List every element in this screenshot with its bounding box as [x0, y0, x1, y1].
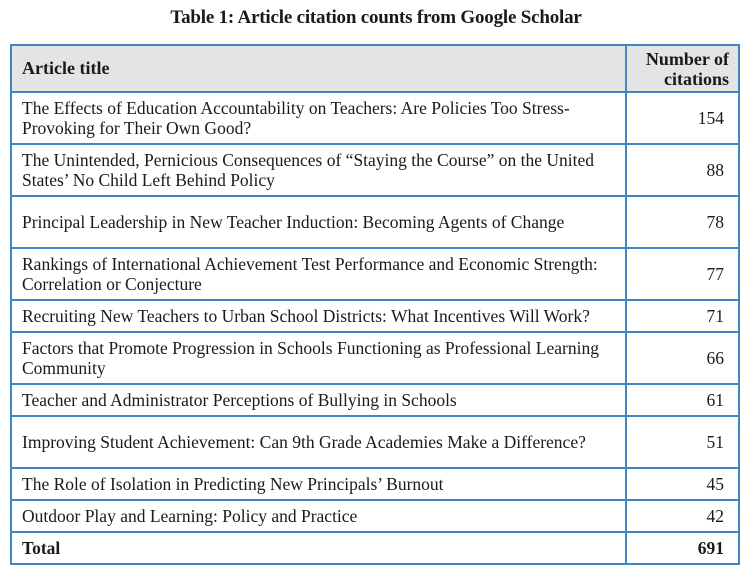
table-row	[11, 144, 739, 196]
article-title-cell: The Unintended, Pernicious Consequences of “Staying the Course” on the United States’ No Child Left Behind Policy	[11, 144, 626, 196]
citation-count-cell: 61	[626, 384, 739, 416]
article-title-cell: Factors that Promote Progression in Schools Functioning as Professional Learning Community	[11, 332, 626, 384]
table-row	[11, 92, 739, 144]
table-row	[11, 332, 739, 384]
article-title-cell: Principal Leadership in New Teacher Induction: Becoming Agents of Change	[11, 196, 626, 248]
table-row	[11, 196, 739, 248]
article-title-cell: Rankings of International Achievement Test Performance and Economic Strength: Correlation or Conjecture	[11, 248, 626, 300]
table-caption: Table 1: Article citation counts from Google Scholar	[170, 7, 582, 28]
header-count-line2: citations	[664, 68, 729, 89]
article-title-cell: The Role of Isolation in Predicting New Principals’ Burnout	[11, 468, 626, 500]
citation-table	[10, 44, 740, 565]
citation-count-cell: 42	[626, 500, 739, 532]
header-row	[11, 45, 739, 92]
header-number-of-citations	[626, 45, 739, 92]
citation-count-cell: 77	[626, 248, 739, 300]
citation-count-cell: 45	[626, 468, 739, 500]
article-title-cell: Improving Student Achievement: Can 9th Grade Academies Make a Difference?	[11, 416, 626, 468]
citation-count-cell: 154	[626, 92, 739, 144]
table-row	[11, 468, 739, 500]
article-title-cell: Recruiting New Teachers to Urban School Districts: What Incentives Will Work?	[11, 300, 626, 332]
citation-count-cell: 66	[626, 332, 739, 384]
table-row	[11, 384, 739, 416]
citation-count-cell: 71	[626, 300, 739, 332]
citation-count-cell: 78	[626, 196, 739, 248]
table-row	[11, 416, 739, 468]
citation-count-cell: 51	[626, 416, 739, 468]
article-title-cell: Outdoor Play and Learning: Policy and Practice	[11, 500, 626, 532]
citation-count-cell: 88	[626, 144, 739, 196]
header-article-title: Article title	[11, 45, 626, 92]
total-label: Total	[11, 532, 626, 564]
table-row	[11, 500, 739, 532]
total-count: 691	[626, 532, 739, 564]
header-count-line1: Number of	[645, 48, 729, 69]
table-row	[11, 300, 739, 332]
total-row	[11, 532, 739, 564]
article-title-cell: Teacher and Administrator Perceptions of Bullying in Schools	[11, 384, 626, 416]
article-title-cell: The Effects of Education Accountability on Teachers: Are Policies Too Stress-Provoking for Their Own Good?	[11, 92, 626, 144]
table-row	[11, 248, 739, 300]
